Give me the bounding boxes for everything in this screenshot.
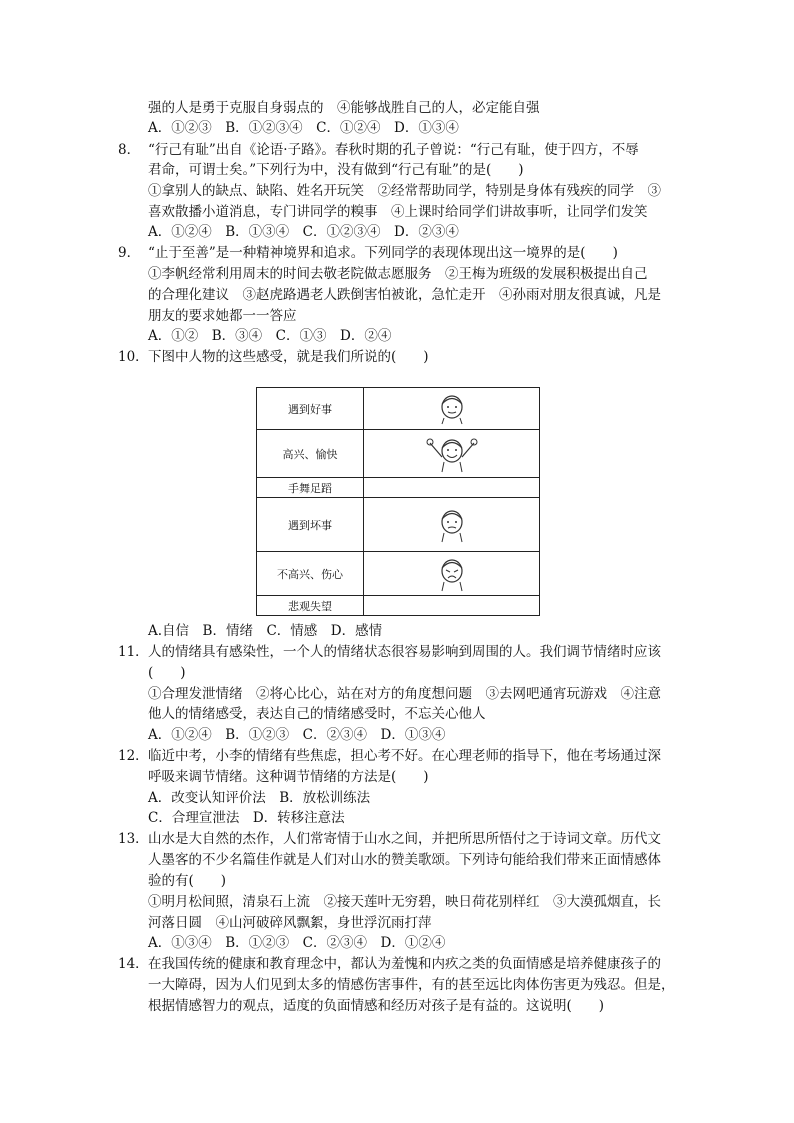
table-cell-good-event: 遇到好事 xyxy=(257,388,364,430)
q13-stem-line2: 人墨客的不少名篇佳作就是人们对山水的赞美歌颂。下列诗句能给我们带来正面情感体 xyxy=(148,852,661,868)
q7-continuation: 强的人是勇于克服自身弱点的 ④能够战胜自己的人，必定能自强 xyxy=(148,100,540,116)
table-row xyxy=(257,430,540,478)
table-row xyxy=(257,498,540,552)
q12-options-line1: A．改变认知评价法 B．放松训练法 xyxy=(148,790,371,806)
q14-number: 14． xyxy=(118,956,149,972)
table-cell-face xyxy=(364,430,540,478)
q11-stem-line2: ( ) xyxy=(148,665,186,681)
table-cell-face xyxy=(364,552,540,596)
sad-face-icon xyxy=(434,556,470,592)
q8-options: A．①②④ B．①③④ C．①②③④ D．②③④ xyxy=(148,224,459,240)
q8-choice-line2: 喜欢散播小道消息，专门讲同学的糗事 ④上课时给同学们讲故事听，让同学们发笑 xyxy=(148,204,648,220)
table-row xyxy=(257,596,540,616)
table-cell-sad: 不高兴、伤心 xyxy=(257,552,364,596)
cheering-face-icon xyxy=(424,435,480,473)
q11-number: 11． xyxy=(118,644,149,660)
q13-number: 13． xyxy=(118,831,149,847)
q12-number: 12． xyxy=(118,748,149,764)
table-cell-happy: 高兴、愉快 xyxy=(257,430,364,478)
q10-number: 10． xyxy=(118,349,149,365)
q8-stem-line2: 君命，可谓士矣。”下列行为中，没有做到“行己有耻”的是( ) xyxy=(148,162,524,178)
q9-choice-line1: ①李帆经常利用周末的时间去敬老院做志愿服务 ②王梅为班级的发展积极提出自己 xyxy=(148,266,648,282)
q14-stem-line1: 在我国传统的健康和教育理念中，都认为羞愧和内疚之类的负面情感是培养健康孩子的 xyxy=(148,956,661,972)
table-row xyxy=(257,552,540,596)
q8-stem-line1: “行己有耻”出自《论语·子路》。春秋时期的孔子曾说：“行己有耻，使于四方，不辱 xyxy=(148,142,639,158)
q9-stem: “止于至善”是一种精神境界和追求。下列同学的表现体现出这一境界的是( ) xyxy=(148,245,618,261)
q13-options: A．①③④ B．①②③ C．②③④ D．①②④ xyxy=(148,935,446,951)
q14-stem-line2: 一大障碍，因为人们见到太多的情感伤害事件，有的甚至远比肉体伤害更为残忍。但是， xyxy=(148,977,675,993)
q8-choice-line1: ①拿别人的缺点、缺陷、姓名开玩笑 ②经常帮助同学，特别是身体有残疾的同学 ③ xyxy=(148,183,661,199)
q12-stem-line1: 临近中考，小李的情绪有些焦虑，担心考不好。在心理老师的指导下，他在考场通过深 xyxy=(148,748,661,764)
q13-stem-line1: 山水是大自然的杰作，人们常寄情于山水之间，并把所思所悟付之于诗词文章。历代文 xyxy=(148,831,661,847)
q7-options: A．①②③ B．①②③④ C．①②④ D．①③④ xyxy=(148,120,459,136)
table-cell-pessimistic: 悲观失望 xyxy=(257,596,364,616)
table-row xyxy=(257,388,540,430)
table-cell-face xyxy=(364,388,540,430)
calm-face-icon xyxy=(434,393,470,425)
q12-stem-line2: 呼吸来调节情绪。这种调节情绪的方法是( ) xyxy=(148,769,429,785)
q8-number: 8． xyxy=(118,142,141,158)
q12-options-line2: C．合理宣泄法 D．转移注意法 xyxy=(148,810,345,826)
table-cell-dancing: 手舞足蹈 xyxy=(257,478,364,498)
emotion-figure-table xyxy=(256,387,540,616)
q11-choice-line2: 他人的情绪感受，表达自己的情绪感受时，不忘关心他人 xyxy=(148,706,486,722)
q9-choice-line2: 的合理化建议 ③赵虎路遇老人跌倒害怕被讹，急忙走开 ④孙雨对朋友很真诚，凡是 xyxy=(148,287,661,303)
worried-face-icon xyxy=(434,507,470,543)
q11-options: A．①②④ B．①②③ C．②③④ D．①③④ xyxy=(148,727,446,743)
q10-stem: 下图中人物的这些感受，就是我们所说的( ) xyxy=(148,349,429,365)
table-cell-bad-event: 遇到坏事 xyxy=(257,498,364,552)
q11-stem-line1: 人的情绪具有感染性，一个人的情绪状态很容易影响到周围的人。我们调节情绪时应该 xyxy=(148,644,661,660)
table-row xyxy=(257,478,540,498)
q9-options: A．①② B．③④ C．①③ D．②④ xyxy=(148,328,392,344)
q10-options: A.自信 B．情绪 C．情感 D．感情 xyxy=(148,623,383,639)
q9-choice-line3: 朋友的要求她都一一答应 xyxy=(148,308,297,324)
q13-choice-line1: ①明月松间照，清泉石上流 ②接天莲叶无穷碧，映日荷花别样红 ③大漠孤烟直，长 xyxy=(148,894,661,910)
q11-choice-line1: ①合理发泄情绪 ②将心比心，站在对方的角度想问题 ③去网吧通宵玩游戏 ④注意 xyxy=(148,686,661,702)
table-cell-face xyxy=(364,498,540,552)
q13-stem-line3: 验的有( ) xyxy=(148,873,227,889)
q9-number: 9． xyxy=(118,245,141,261)
q14-stem-line3: 根据情感智力的观点，适度的负面情感和经历对孩子是有益的。这说明( ) xyxy=(148,998,605,1014)
q13-choice-line2: 河落日圆 ④山河破碎风飘絮，身世浮沉雨打萍 xyxy=(148,915,432,931)
